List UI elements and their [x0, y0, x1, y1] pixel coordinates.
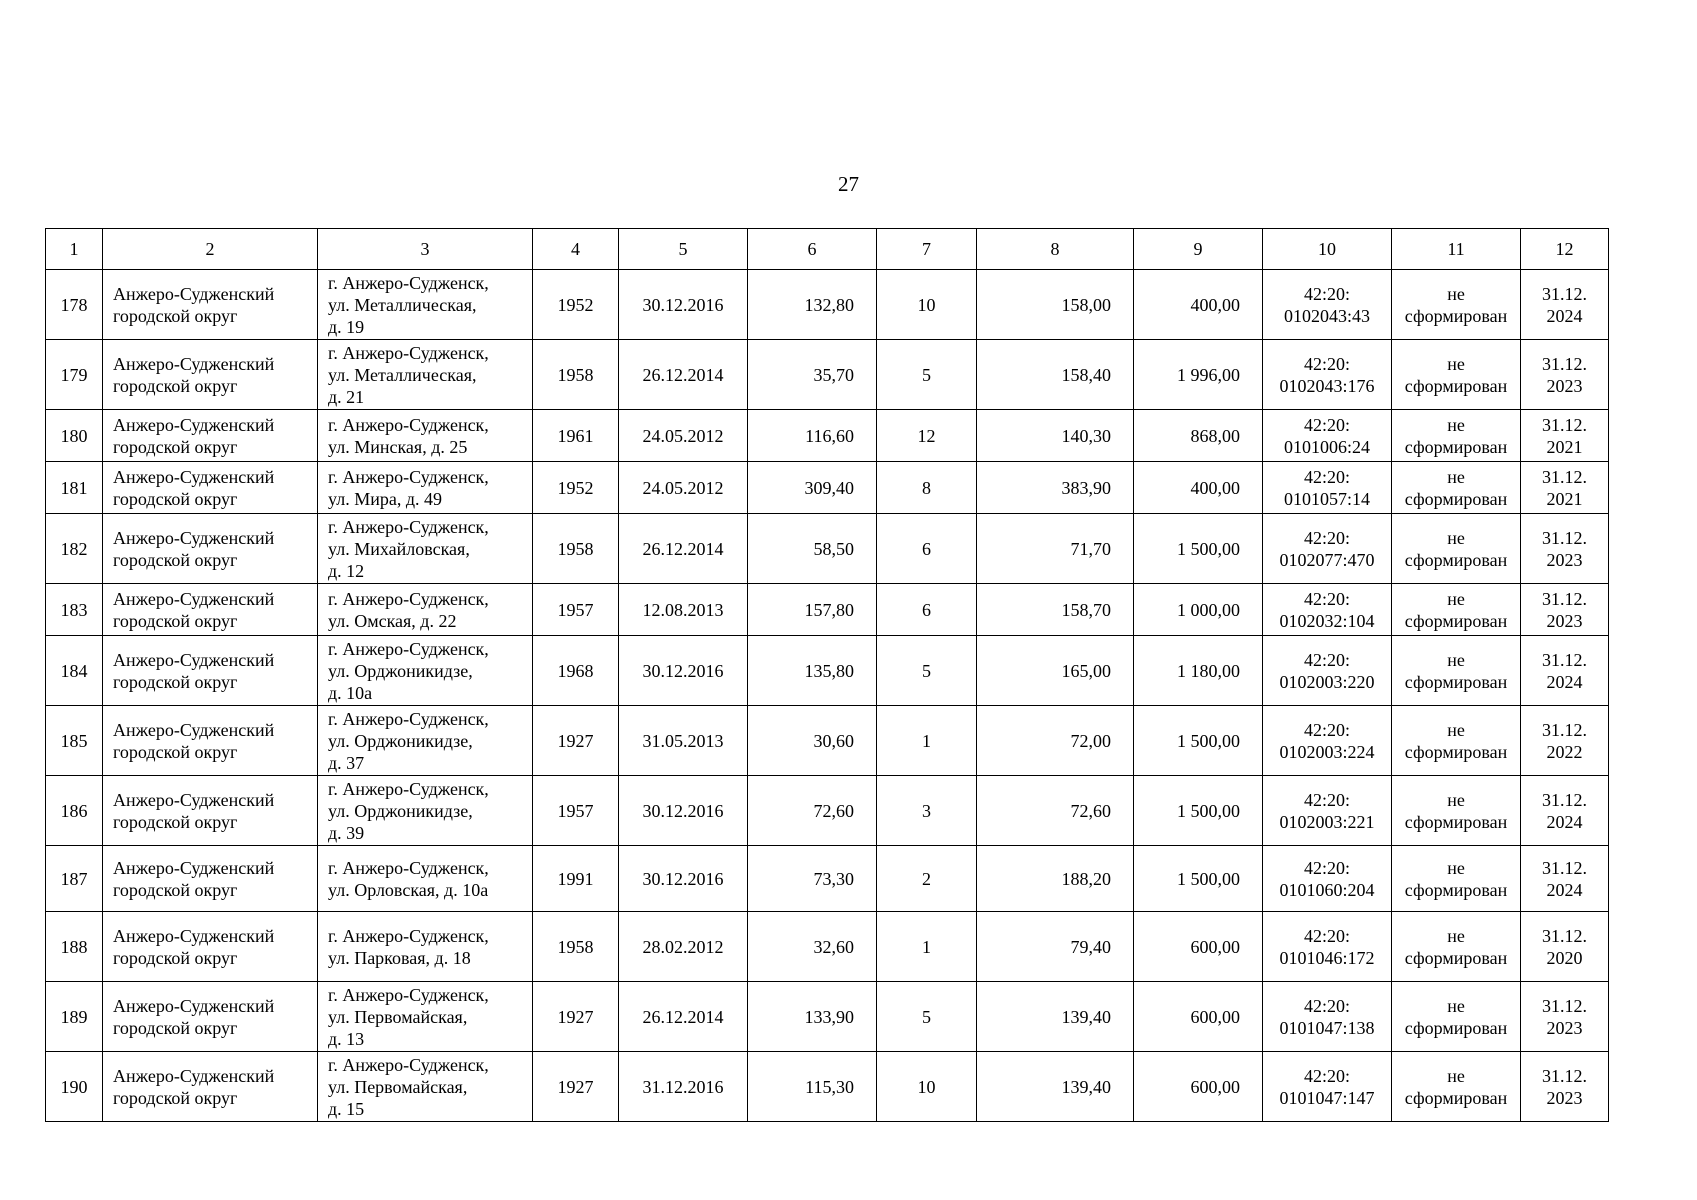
address-cell — [318, 514, 533, 584]
cell-line: 2024 — [1546, 305, 1583, 326]
page-number: 27 — [838, 172, 859, 196]
cell-line: г. Анжеро-Судженск, — [328, 638, 489, 659]
cadastral-number-cell — [1263, 584, 1392, 636]
row-number-cell: 181 — [46, 462, 103, 514]
area-cell: 133,90 — [748, 982, 877, 1052]
column-number-header: 1 — [46, 229, 103, 270]
year-cell: 1952 — [533, 462, 619, 514]
residents-count-cell: 12 — [877, 410, 977, 462]
cell-line: не — [1447, 414, 1465, 435]
row-number-cell: 179 — [46, 340, 103, 410]
date-cell: 24.05.2012 — [619, 462, 748, 514]
cell-line: сформирован — [1404, 1017, 1508, 1038]
table-row — [46, 462, 1609, 514]
cell-line: сформирован — [1404, 1087, 1508, 1108]
deadline-cell — [1521, 636, 1609, 706]
year-cell: 1991 — [533, 846, 619, 912]
row-number-cell: 182 — [46, 514, 103, 584]
cell-line: д. 19 — [328, 316, 365, 337]
cadastral-number-cell — [1263, 410, 1392, 462]
total-area-cell: 79,40 — [977, 912, 1134, 982]
cell-line: д. 21 — [328, 386, 365, 407]
area-cell: 30,60 — [748, 706, 877, 776]
cell-line: 31.12. — [1542, 283, 1587, 304]
land-status-cell — [1392, 462, 1521, 514]
cell-line: г. Анжеро-Судженск, — [328, 1054, 489, 1075]
cell-line: сформирован — [1404, 305, 1508, 326]
district-cell: Анжеро-Судженский городской округ — [103, 462, 318, 514]
cell-line: сформирован — [1404, 610, 1508, 631]
row-number-cell: 178 — [46, 270, 103, 340]
cell-line: 42:20: — [1303, 719, 1350, 740]
cell-line: 42:20: — [1303, 414, 1350, 435]
cell-line: 42:20: — [1303, 588, 1350, 609]
date-cell: 30.12.2016 — [619, 270, 748, 340]
address-cell — [318, 340, 533, 410]
table-row — [46, 706, 1609, 776]
column-number-header: 8 — [977, 229, 1134, 270]
cell-line: не — [1447, 789, 1465, 810]
cell-line: 0102077:470 — [1279, 549, 1375, 570]
address-cell — [318, 706, 533, 776]
cell-line: г. Анжеро-Судженск, — [328, 857, 489, 878]
cell-line: г. Анжеро-Судженск, — [328, 984, 489, 1005]
cell-line: ул. Первомайская, — [328, 1006, 468, 1027]
deadline-cell — [1521, 1052, 1609, 1122]
cell-line: ул. Орловская, д. 10а — [328, 879, 489, 900]
cost-cell: 1 500,00 — [1134, 706, 1263, 776]
cell-line: 31.12. — [1542, 789, 1587, 810]
cadastral-number-cell — [1263, 462, 1392, 514]
deadline-cell — [1521, 270, 1609, 340]
cost-cell: 600,00 — [1134, 912, 1263, 982]
date-cell: 30.12.2016 — [619, 636, 748, 706]
row-number-cell: 183 — [46, 584, 103, 636]
total-area-cell: 165,00 — [977, 636, 1134, 706]
cell-line: 0102043:43 — [1283, 305, 1370, 326]
year-cell: 1961 — [533, 410, 619, 462]
cell-line: не — [1447, 857, 1465, 878]
date-cell: 26.12.2014 — [619, 514, 748, 584]
cell-line: 0101047:147 — [1279, 1087, 1375, 1108]
row-number-cell: 186 — [46, 776, 103, 846]
cell-line: ул. Михайловская, — [328, 538, 470, 559]
date-cell: 26.12.2014 — [619, 340, 748, 410]
district-cell: Анжеро-Судженский городской округ — [103, 410, 318, 462]
cadastral-number-cell — [1263, 706, 1392, 776]
land-status-cell — [1392, 584, 1521, 636]
year-cell: 1957 — [533, 776, 619, 846]
cost-cell: 1 180,00 — [1134, 636, 1263, 706]
row-number-cell: 180 — [46, 410, 103, 462]
residents-count-cell: 6 — [877, 514, 977, 584]
residents-count-cell: 5 — [877, 636, 977, 706]
row-number-cell: 185 — [46, 706, 103, 776]
area-cell: 35,70 — [748, 340, 877, 410]
residents-count-cell: 1 — [877, 706, 977, 776]
cell-line: 42:20: — [1303, 1065, 1350, 1086]
total-area-cell: 383,90 — [977, 462, 1134, 514]
district-cell: Анжеро-Судженский городской округ — [103, 776, 318, 846]
cell-line: не — [1447, 719, 1465, 740]
cell-line: г. Анжеро-Судженск, — [328, 342, 489, 363]
total-area-cell: 72,00 — [977, 706, 1134, 776]
cell-line: д. 39 — [328, 822, 365, 843]
cadastral-number-cell — [1263, 270, 1392, 340]
district-cell: Анжеро-Судженский городской округ — [103, 270, 318, 340]
cell-line: не — [1447, 588, 1465, 609]
address-cell — [318, 462, 533, 514]
date-cell: 30.12.2016 — [619, 846, 748, 912]
table-row — [46, 340, 1609, 410]
land-status-cell — [1392, 706, 1521, 776]
cell-line: 0101047:138 — [1279, 1017, 1375, 1038]
total-area-cell: 140,30 — [977, 410, 1134, 462]
cell-line: ул. Орджоникидзе, — [328, 730, 473, 751]
cell-line: не — [1447, 925, 1465, 946]
cell-line: 2024 — [1546, 671, 1583, 692]
cost-cell: 1 500,00 — [1134, 776, 1263, 846]
cost-cell: 1 500,00 — [1134, 514, 1263, 584]
column-number-header: 5 — [619, 229, 748, 270]
cell-line: 2023 — [1546, 1087, 1583, 1108]
cell-line: ул. Первомайская, — [328, 1076, 468, 1097]
residents-count-cell: 2 — [877, 846, 977, 912]
cadastral-number-cell — [1263, 636, 1392, 706]
row-number-cell: 189 — [46, 982, 103, 1052]
column-number-header: 7 — [877, 229, 977, 270]
cell-line: 0102032:104 — [1279, 610, 1375, 631]
cell-line: 42:20: — [1303, 283, 1350, 304]
cost-cell: 1 996,00 — [1134, 340, 1263, 410]
cell-line: 2023 — [1546, 549, 1583, 570]
deadline-cell — [1521, 912, 1609, 982]
cell-line: 31.12. — [1542, 925, 1587, 946]
table-row — [46, 776, 1609, 846]
date-cell: 12.08.2013 — [619, 584, 748, 636]
year-cell: 1952 — [533, 270, 619, 340]
row-number-cell: 188 — [46, 912, 103, 982]
date-cell: 30.12.2016 — [619, 776, 748, 846]
cell-line: д. 15 — [328, 1098, 365, 1119]
district-cell: Анжеро-Судженский городской округ — [103, 340, 318, 410]
cell-line: 2023 — [1546, 1017, 1583, 1038]
district-cell: Анжеро-Судженский городской округ — [103, 706, 318, 776]
year-cell: 1958 — [533, 514, 619, 584]
cell-line: 31.12. — [1542, 353, 1587, 374]
cell-line: не — [1447, 283, 1465, 304]
cell-line: г. Анжеро-Судженск, — [328, 708, 489, 729]
address-cell — [318, 776, 533, 846]
area-cell: 32,60 — [748, 912, 877, 982]
total-area-cell: 158,40 — [977, 340, 1134, 410]
cell-line: ул. Металлическая, — [328, 364, 477, 385]
cell-line: 0101060:204 — [1279, 879, 1375, 900]
year-cell: 1958 — [533, 912, 619, 982]
cost-cell: 1 500,00 — [1134, 846, 1263, 912]
cell-line: г. Анжеро-Судженск, — [328, 925, 489, 946]
area-cell: 58,50 — [748, 514, 877, 584]
cell-line: г. Анжеро-Судженск, — [328, 466, 489, 487]
total-area-cell: 188,20 — [977, 846, 1134, 912]
cell-line: 0101057:14 — [1283, 488, 1370, 509]
cadastral-number-cell — [1263, 982, 1392, 1052]
cell-line: 31.12. — [1542, 466, 1587, 487]
cell-line: сформирован — [1404, 741, 1508, 762]
date-cell: 24.05.2012 — [619, 410, 748, 462]
cell-line: 31.12. — [1542, 857, 1587, 878]
date-cell: 31.05.2013 — [619, 706, 748, 776]
table-row — [46, 846, 1609, 912]
address-cell — [318, 846, 533, 912]
deadline-cell — [1521, 410, 1609, 462]
total-area-cell: 72,60 — [977, 776, 1134, 846]
date-cell: 31.12.2016 — [619, 1052, 748, 1122]
cell-line: 0102003:224 — [1279, 741, 1375, 762]
cell-line: 2024 — [1546, 811, 1583, 832]
cell-line: 2022 — [1546, 741, 1583, 762]
cell-line: 31.12. — [1542, 527, 1587, 548]
cell-line: сформирован — [1404, 947, 1508, 968]
cell-line: г. Анжеро-Судженск, — [328, 778, 489, 799]
deadline-cell — [1521, 706, 1609, 776]
cell-line: ул. Металлическая, — [328, 294, 477, 315]
cell-line: 31.12. — [1542, 649, 1587, 670]
cell-line: 42:20: — [1303, 527, 1350, 548]
cell-line: сформирован — [1404, 671, 1508, 692]
cell-line: 31.12. — [1542, 995, 1587, 1016]
year-cell: 1927 — [533, 1052, 619, 1122]
cell-line: 42:20: — [1303, 649, 1350, 670]
deadline-cell — [1521, 584, 1609, 636]
area-cell: 72,60 — [748, 776, 877, 846]
cell-line: ул. Минская, д. 25 — [328, 436, 468, 457]
cell-line: 42:20: — [1303, 466, 1350, 487]
cell-line: ул. Мира, д. 49 — [328, 488, 442, 509]
residents-count-cell: 3 — [877, 776, 977, 846]
column-number-header: 9 — [1134, 229, 1263, 270]
area-cell: 157,80 — [748, 584, 877, 636]
cell-line: 2023 — [1546, 610, 1583, 631]
table-row — [46, 514, 1609, 584]
column-number-header: 6 — [748, 229, 877, 270]
cell-line: д. 10а — [328, 682, 373, 703]
area-cell: 73,30 — [748, 846, 877, 912]
cell-line: ул. Орджоникидзе, — [328, 660, 473, 681]
table-row — [46, 912, 1609, 982]
address-cell — [318, 912, 533, 982]
residents-count-cell: 10 — [877, 1052, 977, 1122]
table-row — [46, 1052, 1609, 1122]
land-status-cell — [1392, 410, 1521, 462]
cost-cell: 600,00 — [1134, 1052, 1263, 1122]
residents-count-cell: 1 — [877, 912, 977, 982]
column-number-header: 11 — [1392, 229, 1521, 270]
year-cell: 1958 — [533, 340, 619, 410]
housing-register-table — [45, 228, 1609, 1122]
cell-line: 2023 — [1546, 375, 1583, 396]
total-area-cell: 158,00 — [977, 270, 1134, 340]
cost-cell: 400,00 — [1134, 270, 1263, 340]
area-cell: 132,80 — [748, 270, 877, 340]
land-status-cell — [1392, 912, 1521, 982]
table-row — [46, 270, 1609, 340]
cost-cell: 1 000,00 — [1134, 584, 1263, 636]
cell-line: г. Анжеро-Судженск, — [328, 414, 489, 435]
row-number-cell: 187 — [46, 846, 103, 912]
cell-line: г. Анжеро-Судженск, — [328, 272, 489, 293]
cell-line: 0102043:176 — [1279, 375, 1375, 396]
cell-line: г. Анжеро-Судженск, — [328, 516, 489, 537]
deadline-cell — [1521, 846, 1609, 912]
cadastral-number-cell — [1263, 846, 1392, 912]
area-cell: 115,30 — [748, 1052, 877, 1122]
cell-line: д. 13 — [328, 1028, 365, 1049]
area-cell: 309,40 — [748, 462, 877, 514]
cadastral-number-cell — [1263, 1052, 1392, 1122]
table-row — [46, 410, 1609, 462]
address-cell — [318, 270, 533, 340]
total-area-cell: 139,40 — [977, 982, 1134, 1052]
cell-line: 42:20: — [1303, 995, 1350, 1016]
cell-line: 2020 — [1546, 947, 1583, 968]
cost-cell: 600,00 — [1134, 982, 1263, 1052]
cell-line: не — [1447, 649, 1465, 670]
residents-count-cell: 8 — [877, 462, 977, 514]
date-cell: 26.12.2014 — [619, 982, 748, 1052]
cell-line: 2021 — [1546, 488, 1583, 509]
area-cell: 135,80 — [748, 636, 877, 706]
cell-line: 42:20: — [1303, 353, 1350, 374]
address-cell — [318, 636, 533, 706]
row-number-cell: 184 — [46, 636, 103, 706]
district-cell: Анжеро-Судженский городской округ — [103, 912, 318, 982]
deadline-cell — [1521, 340, 1609, 410]
cell-line: 0101046:172 — [1279, 947, 1375, 968]
date-cell: 28.02.2012 — [619, 912, 748, 982]
column-number-header: 12 — [1521, 229, 1609, 270]
cell-line: сформирован — [1404, 488, 1508, 509]
deadline-cell — [1521, 982, 1609, 1052]
district-cell: Анжеро-Судженский городской округ — [103, 584, 318, 636]
deadline-cell — [1521, 514, 1609, 584]
cell-line: 31.12. — [1542, 719, 1587, 740]
total-area-cell: 71,70 — [977, 514, 1134, 584]
cell-line: 2021 — [1546, 436, 1583, 457]
year-cell: 1957 — [533, 584, 619, 636]
column-number-header: 4 — [533, 229, 619, 270]
cell-line: 31.12. — [1542, 1065, 1587, 1086]
land-status-cell — [1392, 846, 1521, 912]
total-area-cell: 158,70 — [977, 584, 1134, 636]
column-number-header: 3 — [318, 229, 533, 270]
row-number-cell: 190 — [46, 1052, 103, 1122]
district-cell: Анжеро-Судженский городской округ — [103, 514, 318, 584]
cell-line: 42:20: — [1303, 789, 1350, 810]
address-cell — [318, 1052, 533, 1122]
district-cell: Анжеро-Судженский городской округ — [103, 846, 318, 912]
land-status-cell — [1392, 514, 1521, 584]
cell-line: сформирован — [1404, 811, 1508, 832]
area-cell: 116,60 — [748, 410, 877, 462]
cadastral-number-cell — [1263, 912, 1392, 982]
cell-line: 31.12. — [1542, 414, 1587, 435]
deadline-cell — [1521, 776, 1609, 846]
land-status-cell — [1392, 340, 1521, 410]
table-row — [46, 584, 1609, 636]
cell-line: д. 12 — [328, 560, 365, 581]
cell-line: не — [1447, 995, 1465, 1016]
cadastral-number-cell — [1263, 514, 1392, 584]
district-cell: Анжеро-Судженский городской округ — [103, 1052, 318, 1122]
column-number-header: 2 — [103, 229, 318, 270]
cell-line: ул. Парковая, д. 18 — [328, 947, 471, 968]
land-status-cell — [1392, 636, 1521, 706]
address-cell — [318, 982, 533, 1052]
cell-line: сформирован — [1404, 549, 1508, 570]
cost-cell: 868,00 — [1134, 410, 1263, 462]
cost-cell: 400,00 — [1134, 462, 1263, 514]
column-number-row — [46, 229, 1609, 270]
residents-count-cell: 6 — [877, 584, 977, 636]
land-status-cell — [1392, 1052, 1521, 1122]
district-cell: Анжеро-Судженский городской округ — [103, 982, 318, 1052]
cell-line: г. Анжеро-Судженск, — [328, 588, 489, 609]
year-cell: 1968 — [533, 636, 619, 706]
land-status-cell — [1392, 776, 1521, 846]
cadastral-number-cell — [1263, 776, 1392, 846]
year-cell: 1927 — [533, 982, 619, 1052]
cell-line: д. 37 — [328, 752, 365, 773]
cadastral-number-cell — [1263, 340, 1392, 410]
cell-line: 42:20: — [1303, 857, 1350, 878]
cell-line: сформирован — [1404, 879, 1508, 900]
total-area-cell: 139,40 — [977, 1052, 1134, 1122]
table-row — [46, 636, 1609, 706]
cell-line: 31.12. — [1542, 588, 1587, 609]
cell-line: сформирован — [1404, 436, 1508, 457]
cell-line: ул. Орджоникидзе, — [328, 800, 473, 821]
table-row — [46, 982, 1609, 1052]
district-cell: Анжеро-Судженский городской округ — [103, 636, 318, 706]
residents-count-cell: 10 — [877, 270, 977, 340]
residents-count-cell: 5 — [877, 340, 977, 410]
cell-line: 0102003:221 — [1279, 811, 1375, 832]
cell-line: не — [1447, 353, 1465, 374]
cell-line: не — [1447, 527, 1465, 548]
cell-line: 2024 — [1546, 879, 1583, 900]
cell-line: 0102003:220 — [1279, 671, 1375, 692]
residents-count-cell: 5 — [877, 982, 977, 1052]
column-number-header: 10 — [1263, 229, 1392, 270]
land-status-cell — [1392, 270, 1521, 340]
cell-line: не — [1447, 1065, 1465, 1086]
address-cell — [318, 584, 533, 636]
land-status-cell — [1392, 982, 1521, 1052]
deadline-cell — [1521, 462, 1609, 514]
table-body — [46, 270, 1609, 1122]
cell-line: сформирован — [1404, 375, 1508, 396]
address-cell — [318, 410, 533, 462]
cell-line: 0101006:24 — [1283, 436, 1370, 457]
cell-line: не — [1447, 466, 1465, 487]
cell-line: ул. Омская, д. 22 — [328, 610, 457, 631]
cell-line: 42:20: — [1303, 925, 1350, 946]
year-cell: 1927 — [533, 706, 619, 776]
